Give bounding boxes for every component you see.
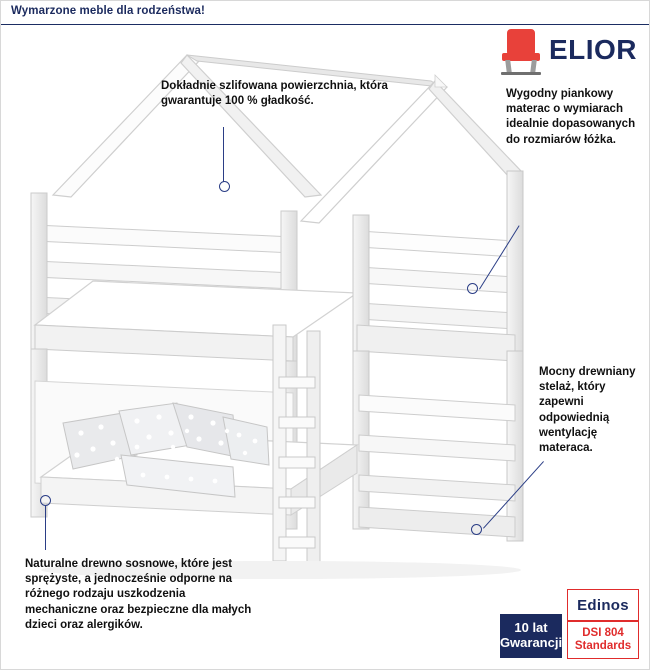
callout-dot-surface: [219, 181, 230, 192]
annotation-wood: Naturalne drewno sosnowe, które jest sprężyste, a jednocześnie odporne na różnego rodzaju uszkodzenia mechaniczne oraz bezpieczne dla małych dzieci oraz alergików.: [25, 558, 252, 631]
guarantee-badge: [500, 614, 562, 658]
edinos-code: DSI 804: [582, 626, 624, 639]
callout-dot-slats: [471, 524, 482, 535]
annotation-mattress: Wygodny piankowy materac o wymiarach idealnie dopasowanych do rozmiarów łóżka.: [506, 88, 636, 146]
callout-line-surface: [223, 127, 224, 182]
edinos-name: Edinos: [577, 596, 629, 614]
page-title: Wymarzone meble dla rodzeństwa!: [11, 5, 205, 17]
brand-name: ELIOR: [548, 34, 637, 65]
annotation-slats: Mocny drewniany stelaż, który zapewni odpowiednią wentylację materaca.: [539, 366, 636, 454]
callout-dot-wood: [40, 495, 51, 506]
callout-dot-mattress: [467, 283, 478, 294]
annotation-surface: Dokładnie szlifowana powierzchnia, która gwarantuje 100 % gładkość.: [161, 80, 388, 108]
guarantee-label: Gwarancji: [499, 635, 563, 650]
callout-line-wood: [45, 506, 46, 550]
edinos-badge: [567, 589, 639, 659]
edinos-standard: [568, 622, 638, 659]
edinos-label: Standards: [574, 640, 632, 652]
header-bar: [1, 1, 650, 25]
guarantee-years: 10 lat: [514, 620, 548, 636]
